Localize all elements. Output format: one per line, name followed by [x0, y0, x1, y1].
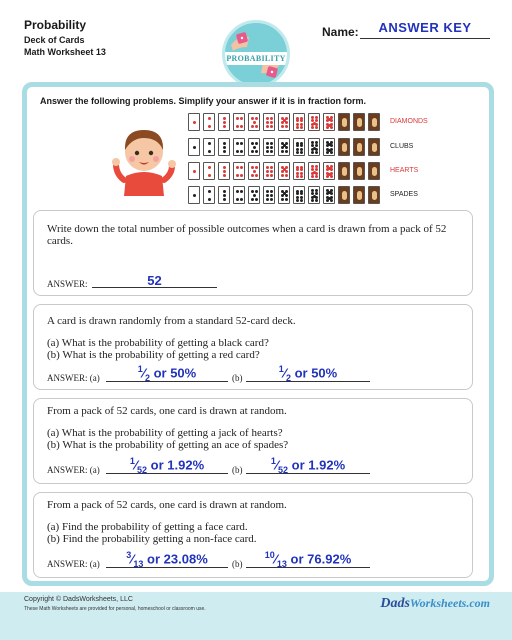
playing-card: [338, 162, 350, 180]
playing-card: [338, 186, 350, 204]
playing-card: [323, 186, 335, 204]
question-1-answer: 52: [147, 273, 162, 288]
question-4-answer-label: ANSWER: (a): [47, 559, 100, 569]
question-4-answer-b: $^{10}⁄_{13}$ or 76.92%: [264, 550, 352, 569]
question-3-part-b: (b) What is the probability of getting an ace of spades?: [47, 439, 289, 451]
question-3-answer-label: ANSWER: (a): [47, 465, 100, 475]
question-1-text: Write down the total number of possible outcomes when a card is drawn from a pack of 52 cards.: [47, 223, 447, 247]
playing-card: [353, 138, 365, 156]
worksheet-subtitle: Deck of Cards: [24, 35, 85, 45]
playing-card: [278, 162, 290, 180]
playing-card: [248, 138, 260, 156]
playing-card: [218, 162, 230, 180]
question-2-box: [33, 304, 473, 390]
question-2-text: A card is drawn randomly from a standard 52-card deck.: [47, 315, 296, 327]
suit-label-spades: SPADES: [390, 191, 418, 198]
playing-card: [353, 113, 365, 131]
hearts-card-row: [188, 162, 388, 182]
question-2-b-label: (b): [232, 373, 243, 383]
question-3-b-label: (b): [232, 465, 243, 475]
question-4-part-a: (a) Find the probability of getting a face card.: [47, 521, 248, 533]
diamonds-card-row: [188, 113, 388, 133]
playing-card: [203, 186, 215, 204]
question-2-part-a: (a) What is the probability of getting a black card?: [47, 337, 269, 349]
playing-card: [368, 186, 380, 204]
name-line: [360, 38, 490, 39]
question-4-part-b: (b) Find the probability getting a non-face card.: [47, 533, 257, 545]
playing-card: [338, 113, 350, 131]
question-4-box: [33, 492, 473, 578]
playing-card: [293, 138, 305, 156]
boy-illustration-icon: [112, 124, 176, 196]
playing-card: [308, 113, 320, 131]
playing-card: [308, 186, 320, 204]
question-1-box: [33, 210, 473, 296]
question-1-answer-label: ANSWER:: [47, 279, 88, 289]
playing-card: [308, 138, 320, 156]
playing-card: [278, 113, 290, 131]
playing-card: [248, 162, 260, 180]
question-3-answer-a: $^1⁄_{52}$ or 1.92%: [129, 456, 205, 475]
suit-label-diamonds: DIAMONDS: [390, 118, 428, 125]
playing-card: [233, 162, 245, 180]
playing-card: [263, 186, 275, 204]
playing-card: [203, 113, 215, 131]
playing-card: [368, 138, 380, 156]
playing-card: [353, 162, 365, 180]
playing-card: [263, 162, 275, 180]
playing-card: [248, 113, 260, 131]
usage-notice: These Math Worksheets are provided for personal, homeschool or classroom use.: [24, 606, 206, 612]
question-2-answer-b: $^1⁄_2$ or 50%: [278, 364, 338, 383]
playing-card: [338, 138, 350, 156]
playing-card: [368, 162, 380, 180]
playing-card: [233, 138, 245, 156]
question-4-answer-a: $^3⁄_{13}$ or 23.08%: [126, 550, 208, 569]
playing-card: [233, 113, 245, 131]
playing-card: [188, 162, 200, 180]
brand-logo: DadsWorksheets.com: [380, 596, 490, 611]
playing-card: [263, 138, 275, 156]
playing-card: [293, 186, 305, 204]
playing-card: [353, 186, 365, 204]
question-3-box: [33, 398, 473, 484]
playing-card: [203, 162, 215, 180]
badge-label: PROBABILITY: [222, 52, 290, 65]
playing-card: [308, 162, 320, 180]
playing-card: [293, 113, 305, 131]
instructions: Answer the following problems. Simplify your answer if it is in fraction form.: [40, 96, 367, 106]
suit-label-hearts: HEARTS: [390, 167, 419, 174]
playing-card: [233, 186, 245, 204]
question-3-answer-b: $^1⁄_{52}$ or 1.92%: [270, 456, 346, 475]
playing-card: [218, 113, 230, 131]
spades-card-row: [188, 186, 388, 206]
playing-card: [278, 138, 290, 156]
playing-card: [188, 138, 200, 156]
playing-card: [218, 138, 230, 156]
worksheet-title: Probability: [24, 18, 87, 32]
playing-card: [188, 113, 200, 131]
question-2-answer-a: $^1⁄_2$ or 50%: [137, 364, 197, 383]
question-3-part-a: (a) What is the probability of getting a jack of hearts?: [47, 427, 283, 439]
question-3-text: From a pack of 52 cards, one card is drawn at random.: [47, 405, 287, 417]
name-value: ANSWER KEY: [378, 20, 472, 35]
playing-card: [203, 138, 215, 156]
name-label: Name:: [322, 25, 359, 39]
playing-card: [278, 186, 290, 204]
question-4-b-label: (b): [232, 559, 243, 569]
question-4-text: From a pack of 52 cards, one card is drawn at random.: [47, 499, 287, 511]
question-2-part-b: (b) What is the probability of getting a red card?: [47, 349, 260, 361]
question-2-answer-label: ANSWER: (a): [47, 373, 100, 383]
playing-card: [218, 186, 230, 204]
playing-card: [248, 186, 260, 204]
playing-card: [368, 113, 380, 131]
playing-card: [293, 162, 305, 180]
probability-badge: [222, 20, 290, 88]
playing-card: [188, 186, 200, 204]
playing-card: [323, 113, 335, 131]
copyright-text: Copyright © DadsWorksheets, LLC: [24, 596, 133, 603]
playing-card: [323, 162, 335, 180]
clubs-card-row: [188, 138, 388, 158]
worksheet-number: Math Worksheet 13: [24, 47, 106, 57]
suit-label-clubs: CLUBS: [390, 143, 414, 150]
playing-card: [263, 113, 275, 131]
playing-card: [323, 138, 335, 156]
